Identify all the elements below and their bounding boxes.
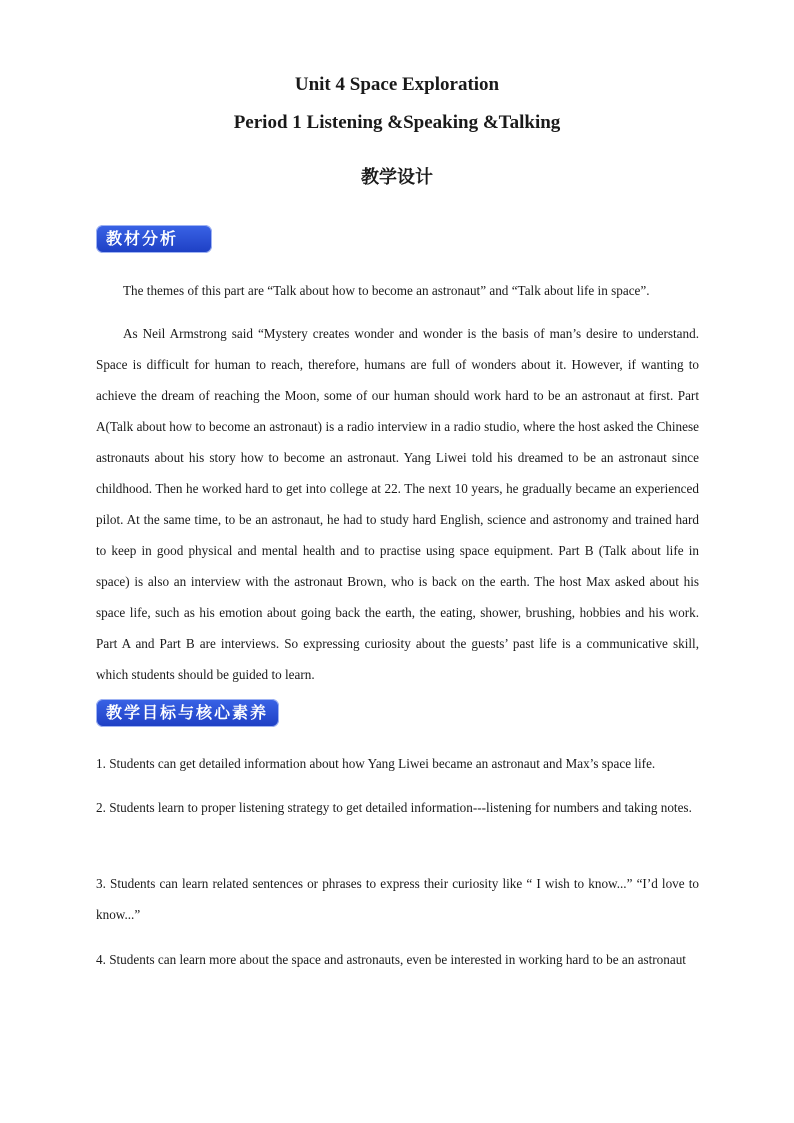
- section-badge-analysis: 教材分析: [96, 225, 212, 253]
- document-subtitle: 教学设计: [361, 167, 433, 188]
- goal-item-3: 3. Students can learn related sentences or phrases to express their curiosity like “ I wish to know...” “I’d love to know...”: [96, 876, 699, 922]
- period-title: Period 1 Listening &Speaking &Talking: [233, 112, 561, 133]
- unit-title: Unit 4 Space Exploration: [294, 74, 500, 95]
- goal-item-2: 2. Students learn to proper listening strategy to get detailed information---listening for numbers and taking notes.: [96, 800, 692, 815]
- analysis-paragraph-1: The themes of this part are “Talk about how to become an astronaut” and “Talk about life in space”.: [123, 283, 650, 298]
- section-badge-goals: 教学目标与核心素养: [96, 699, 279, 727]
- analysis-paragraph-2: As Neil Armstrong said “Mystery creates wonder and wonder is the basis of man’s desire to understand. Space is difficult for human to reach, therefore, humans are full of wonders about it. However, if wanting to achieve the dream of reaching the Moon, some of our human should work hard to be an astronaut at first. Part A(Talk about how to become an astronaut) is a radio interview in a radio studio, where the host asked the Chinese astronauts about his story how to become an astronaut. Yang Liwei told his dreamed to be an astronaut since childhood. Then he worked hard to get into college at 22. The next 10 years, he gradually became an experienced pilot. At the same time, to be an astronaut, he had to study hard English, science and astronomy and trained hard to keep in good physical and mental health and to practise using space equipment. Part B (Talk about life in space) is also an interview with the astronaut Brown, who is back on the earth. The host Max asked about his space life, such as his emotion about going back the earth, the eating, shower, brushing, hobbies and his work. Part A and Part B are interviews. So expressing curiosity about the guests’ past life is a communicative skill, which students should be guided to learn.: [96, 326, 699, 682]
- goal-item-1: 1. Students can get detailed information about how Yang Liwei became an astronaut and Max’s space life.: [96, 756, 656, 771]
- goal-item-4: 4. Students can learn more about the space and astronauts, even be interested in working hard to be an astronaut: [96, 952, 686, 967]
